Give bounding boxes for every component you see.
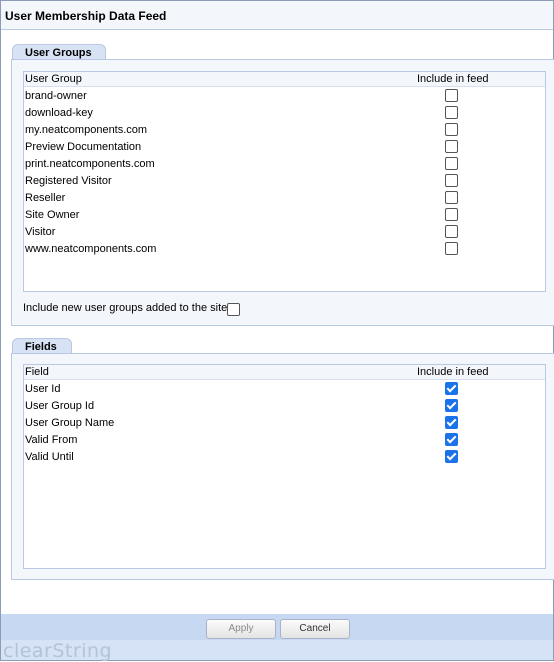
include-in-feed-checkbox[interactable] (445, 225, 458, 238)
user-group-row (24, 104, 545, 121)
user-group-row-label: www.neatcomponents.com (25, 243, 157, 255)
title-bar (1, 1, 553, 30)
tab-user-groups-label: User Groups (25, 47, 92, 59)
user-group-row (24, 172, 545, 189)
fields-table (23, 364, 546, 569)
user-groups-table (23, 71, 546, 292)
user-groups-table-header (24, 72, 545, 87)
include-in-feed-checkbox[interactable] (445, 416, 458, 429)
user-group-row-label: Visitor (25, 226, 56, 238)
tab-fields-label: Fields (25, 341, 57, 353)
user-group-row (24, 155, 545, 172)
include-in-feed-checkbox[interactable] (445, 123, 458, 136)
include-in-feed-checkbox[interactable] (445, 89, 458, 102)
field-row (24, 380, 545, 397)
clearstring-logo: clearString (3, 640, 113, 662)
button-bar (1, 614, 553, 640)
field-row-label: Valid Until (25, 451, 74, 463)
user-group-row-label: Site Owner (25, 209, 80, 221)
include-in-feed-checkbox[interactable] (445, 106, 458, 119)
include-in-feed-checkbox[interactable] (445, 382, 458, 395)
include-in-feed-checkbox[interactable] (445, 399, 458, 412)
include-in-feed-checkbox[interactable] (445, 191, 458, 204)
tab-fields (12, 338, 72, 354)
field-row (24, 414, 545, 431)
user-group-row-label: download-key (25, 107, 93, 119)
field-row-label: Valid From (25, 434, 78, 446)
tab-user-groups (12, 44, 106, 60)
apply-button[interactable]: Apply (206, 619, 276, 639)
footer (1, 614, 553, 660)
include-in-feed-checkbox[interactable] (445, 208, 458, 221)
include-new-groups-label: Include new user groups added to the site (23, 302, 228, 314)
user-group-row-label: Registered Visitor (25, 175, 112, 187)
field-row-label: User Id (25, 383, 61, 395)
window-title: User Membership Data Feed (5, 9, 167, 23)
include-in-feed-checkbox[interactable] (445, 174, 458, 187)
include-in-feed-checkbox[interactable] (445, 433, 458, 446)
column-header-include-in-feed: Include in feed (417, 366, 489, 378)
column-header-field: Field (25, 366, 49, 378)
field-row (24, 431, 545, 448)
user-group-row-label: print.neatcomponents.com (25, 158, 155, 170)
user-group-row (24, 87, 545, 104)
user-group-row-label: my.neatcomponents.com (25, 124, 148, 136)
include-in-feed-checkbox[interactable] (445, 450, 458, 463)
user-group-row-label: Preview Documentation (25, 141, 142, 153)
user-group-row (24, 189, 545, 206)
user-group-row (24, 223, 545, 240)
include-new-groups-checkbox[interactable] (227, 303, 240, 316)
field-row (24, 397, 545, 414)
column-header-include-in-feed: Include in feed (417, 73, 489, 85)
field-row-label: User Group Name (25, 417, 115, 429)
user-group-row-label: brand-owner (25, 90, 87, 102)
include-in-feed-checkbox[interactable] (445, 157, 458, 170)
field-row (24, 448, 545, 465)
user-group-row-label: Reseller (25, 192, 66, 204)
user-group-row (24, 121, 545, 138)
fields-table-header (24, 365, 545, 380)
user-group-row (24, 240, 545, 257)
column-header-user-group: User Group (25, 73, 82, 85)
include-in-feed-checkbox[interactable] (445, 242, 458, 255)
user-group-row (24, 138, 545, 155)
include-in-feed-checkbox[interactable] (445, 140, 458, 153)
field-row-label: User Group Id (25, 400, 95, 412)
user-group-row (24, 206, 545, 223)
cancel-button[interactable]: Cancel (280, 619, 350, 639)
